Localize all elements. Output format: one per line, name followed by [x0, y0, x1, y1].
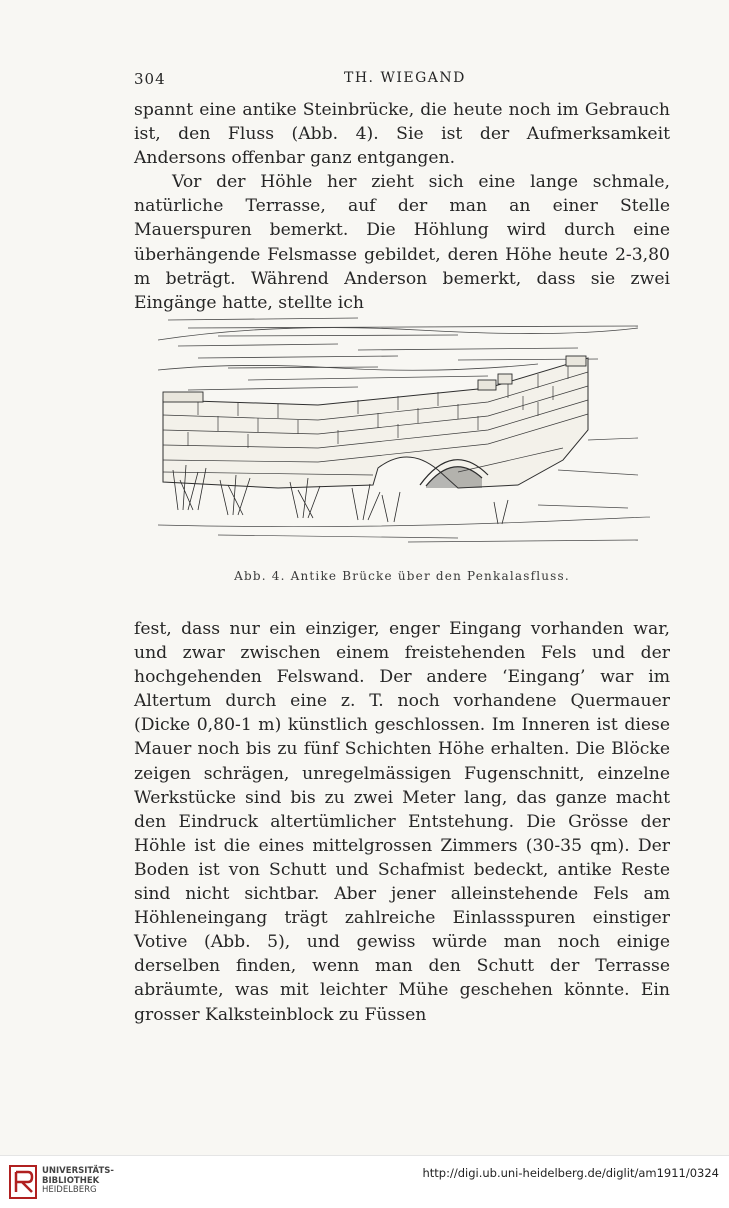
- university-library-logo-icon: [8, 1164, 38, 1200]
- library-name: [42, 1167, 114, 1196]
- figure-caption: Abb. 4. Antike Brücke über den Penkalasfluss.: [234, 569, 570, 583]
- running-title: TH. WIEGAND: [344, 70, 466, 86]
- library-name-line3: HEIDELBERG: [42, 1185, 97, 1195]
- body-text-bottom: [134, 617, 670, 1027]
- paragraph-entrance: fest, dass nur ein einziger, enger Eingang vorhanden war, und zwar zwischen einem freistehenden Fels und der hochgehenden Felswand. Der andere ‘Eingang’ war im Altertum durch eine z. T. noch vorhandene Quermauer (Dicke 0,80-1 m) künstlich geschlossen. Im Inneren ist diese Mauer noch bis zu fünf Schichten Höhe erhalten. Die Blöcke zeigen schrägen, unregelmässigen Fugenschnitt, einzelne Werkstücke sind bis zu zwei Meter lang, das ganze macht den Eindruck altertümlicher Entstehung. Die Grösse der Höhle ist die eines mittelgrossen Zimmers (30-35 qm). Der Boden ist von Schutt und Schafmist bedeckt, antike Reste sind nicht sichtbar. Aber jener alleinstehende Fels am Höhleneingang trägt zahlreiche Einlassspuren einstiger Votive (Abb. 5), und gewiss würde man noch einige derselben finden, wenn man den Schutt der Terrasse abräumte, was mit leichter Mühe geschehen könnte. Ein grosser Kalksteinblock zu Füssen: [134, 619, 670, 1025]
- bridge-drawing: [158, 310, 650, 560]
- body-text-top: [134, 98, 670, 315]
- page-number: 304: [134, 70, 166, 88]
- paragraph-terrace: Vor der Höhle her zieht sich eine lange schmale, natürliche Terrasse, auf der man an einer Stelle Mauerspuren bemerkt. Die Höhlung wird durch eine überhängende Felsmasse gebildet, deren Höhe heute 2-3,80 m beträgt. Während Anderson bemerkt, dass sie zwei Eingänge hatte, stellte ich: [134, 172, 670, 313]
- library-footer: [0, 1155, 729, 1208]
- figure-bridge-illustration: [158, 310, 650, 560]
- library-name-line1: UNIVERSITÄTS-: [42, 1166, 114, 1176]
- permalink-url[interactable]: http://digi.ub.uni-heidelberg.de/diglit/am1911/0324: [422, 1166, 719, 1180]
- paragraph-continued: spannt eine antike Steinbrücke, die heute noch im Gebrauch ist, den Fluss (Abb. 4). Sie ist der Aufmerksamkeit Andersons offenbar ganz entgangen.: [134, 100, 670, 169]
- library-name-line2: BIBLIOTHEK: [42, 1175, 100, 1186]
- running-head: [134, 70, 668, 92]
